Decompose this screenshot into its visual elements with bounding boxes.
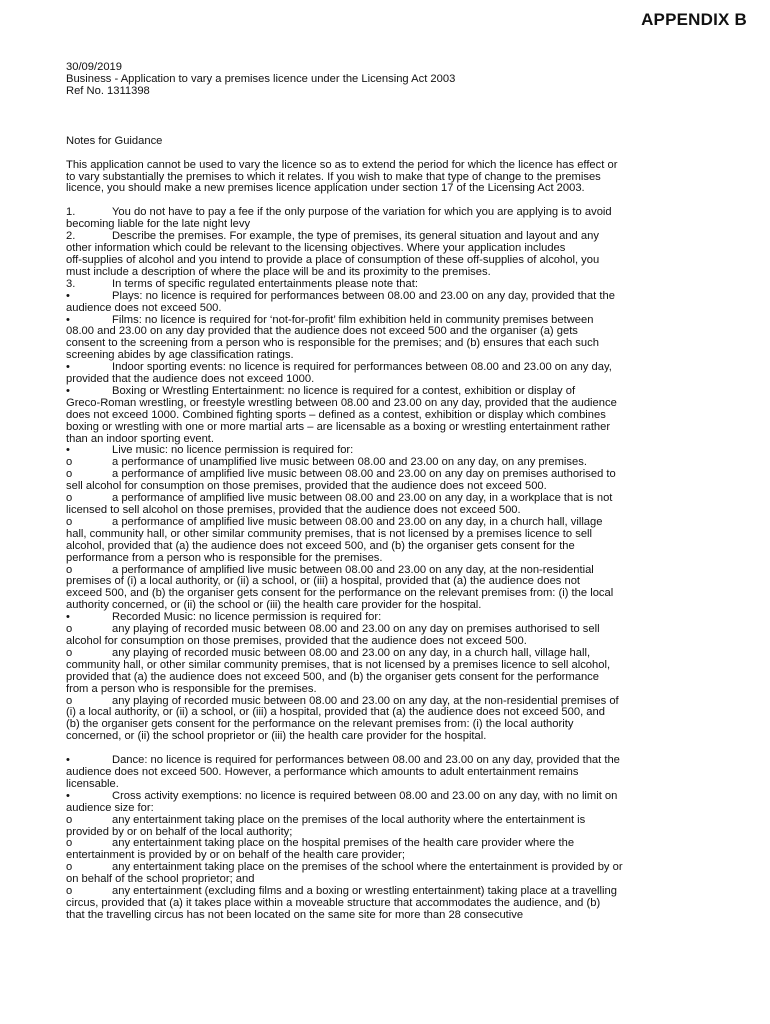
list-item-text: In terms of specific regulated entertainments please note that: [112, 277, 418, 290]
list-item-line: that the travelling circus has not been located on the same site for more than 28 consecutive [66, 908, 524, 921]
list-item-text: a performance of amplified live music between 08.00 and 23.00 on any day, at the non-residential [112, 563, 594, 576]
reference-line: Ref No. 1311398 [66, 84, 150, 97]
list-item-line: (b) the organiser gets consent for the performance on the relevant premises from: (i) the local authority [66, 718, 574, 731]
list-item-text: a performance of amplified live music between 08.00 and 23.00 on any day on premises authorised to [112, 468, 616, 481]
list-item [66, 648, 706, 696]
list-item-line: provided by or on behalf of the local authority; [66, 825, 293, 838]
list-item [66, 755, 706, 791]
list-item [66, 386, 706, 446]
list-marker: 1. [66, 206, 76, 219]
list-marker: o [66, 885, 73, 898]
list-item-text: Dance: no licence is required for performances between 08.00 and 23.00 on any day, provided that the [112, 754, 620, 767]
list-item-line: exceed 500, and (b) the organiser gets consent for the performance on the relevant premises from: (i) the local [66, 587, 614, 600]
list-item-line [66, 291, 706, 303]
list-item-line: 08.00 and 23.00 on any day provided that the audience does not exceed 500 and the organiser (a) gets [66, 325, 578, 338]
intro-paragraph [66, 160, 706, 196]
list-marker: o [66, 861, 73, 874]
list-item [66, 493, 706, 517]
list-marker: • [66, 754, 70, 767]
list-item-text: a performance of amplified live music between 08.00 and 23.00 on any day, in a workplace that is not [112, 492, 613, 505]
list-marker: o [66, 492, 73, 505]
list-item [66, 815, 706, 839]
guidance-list-continued [66, 755, 706, 922]
list-marker: o [66, 646, 73, 659]
list-item-line: audience does not exceed 500. [66, 301, 222, 314]
list-item [66, 469, 706, 493]
list-marker: • [66, 289, 70, 302]
list-item [66, 565, 706, 613]
list-marker: o [66, 563, 73, 576]
list-item-line: licensable. [66, 777, 119, 790]
list-item-text: a performance of amplified live music between 08.00 and 23.00 on any day, in a church hall, village [112, 515, 603, 528]
list-marker: o [66, 456, 73, 469]
list-item-line: alcohol, provided that (a) the audience does not exceed 500, and (b) the organiser gets consent for the [66, 539, 575, 552]
guidance-list [66, 207, 706, 743]
list-item-line: Greco-Roman wrestling, or freestyle wrestling between 08.00 and 23.00 on any day, provided that the audience [66, 396, 617, 409]
list-item-line: than an indoor sporting event. [66, 432, 215, 445]
intro-line: This application cannot be used to vary the licence so as to extend the period for which the licence has effect or [66, 158, 618, 171]
list-item-line: sell alcohol for consumption on those premises, provided that the audience does not exceed 500. [66, 480, 547, 493]
list-marker: o [66, 515, 73, 528]
list-item-line [66, 791, 706, 803]
list-item-text: a performance of unamplified live music between 08.00 and 23.00 on any day, on any premises. [112, 456, 587, 469]
list-item [66, 231, 706, 279]
list-item-line: does not exceed 1000. Combined fighting sports – defined as a contest, exhibition or display which combines [66, 408, 606, 421]
notes-heading: Notes for Guidance [66, 134, 163, 147]
list-item-text: Describe the premises. For example, the type of premises, its general situation and layout and any [112, 230, 599, 243]
list-item-text: You do not have to pay a fee if the only purpose of the variation for which you are applying is to avoid [112, 206, 612, 219]
intro-line: to vary substantially the premises to which it relates. If you wish to make that type of change to the premises [66, 170, 601, 183]
list-item-text: any playing of recorded music between 08.00 and 23.00 on any day, in a church hall, village hall, [112, 646, 591, 659]
list-item-text: Indoor sporting events: no licence is required for performances between 08.00 and 23.00 on any day, [112, 361, 612, 374]
list-item-text: any playing of recorded music between 08.00 and 23.00 on any day, at the non-residential premises of [112, 694, 619, 707]
list-item-line: concerned, or (ii) the school proprietor or (iii) the health care provider for the hospital. [66, 730, 487, 743]
list-item-line: entertainment is provided by or on behalf of the health care provider; [66, 849, 405, 862]
list-item-line: must include a description of where the place will be and its proximity to the premises. [66, 265, 491, 278]
list-item [66, 517, 706, 565]
list-item [66, 838, 706, 862]
intro-line: licence, you should make a new premises licence application under section 17 of the Licensing Act 2003. [66, 182, 585, 195]
list-marker: • [66, 611, 70, 624]
list-item-line: (i) a local authority, or (ii) a school, or (iii) a hospital, provided that (a) the audience does not exceed 500, and [66, 706, 605, 719]
list-item-line: audience does not exceed 500. However, a performance which amounts to adult entertainment remains [66, 766, 579, 779]
list-item-line [66, 648, 706, 660]
list-item-line: community hall, or other similar community premises, that is not licensed by a premises licence to sell alcohol, [66, 658, 611, 671]
list-marker: • [66, 313, 70, 326]
list-item-text: Boxing or Wrestling Entertainment: no licence is required for a contest, exhibition or display of [112, 384, 576, 397]
list-marker: o [66, 468, 73, 481]
list-item-line: provided that (a) the audience does not exceed 500, and (b) the organiser gets consent for the performance [66, 670, 599, 683]
list-item-line: hall, community hall, or other similar community premises, that is not licensed by a premises licence to sell [66, 527, 593, 540]
list-item [66, 291, 706, 315]
document-body [66, 62, 706, 922]
list-item-line [66, 815, 706, 827]
list-marker: o [66, 837, 73, 850]
list-marker: • [66, 361, 70, 374]
list-item-text: any entertainment (excluding films and a boxing or wrestling entertainment) taking place at a travelling [112, 885, 617, 898]
appendix-heading: APPENDIX B [641, 10, 747, 29]
list-item-line: screening abides by age classification ratings. [66, 349, 294, 362]
subject-line: Business - Application to vary a premises licence under the Licensing Act 2003 [66, 72, 456, 85]
list-item-line: on behalf of the school proprietor; and [66, 873, 255, 886]
list-item [66, 791, 706, 815]
list-item-text: Cross activity exemptions: no licence is required between 08.00 and 23.00 on any day, with no limit on [112, 789, 618, 802]
list-marker: • [66, 789, 70, 802]
list-item-line: consent to the screening from a person who is responsible for the premises; and (b) ensures that each such [66, 337, 599, 350]
list-marker: o [66, 694, 73, 707]
list-item-line: premises of (i) a local authority, or (ii) a school, or (iii) a hospital, provided that (a) the audience does not [66, 575, 581, 588]
list-marker: o [66, 623, 73, 636]
list-item-line: other information which could be relevant to the licensing objectives. Where your application includes [66, 242, 566, 255]
list-item-line: authority concerned, or (ii) the school or (iii) the health care provider for the hospital. [66, 599, 482, 612]
list-marker: • [66, 444, 70, 457]
list-item [66, 362, 706, 386]
list-item [66, 862, 706, 886]
list-item-text: Films: no licence is required for ‘not-for-profit’ film exhibition held in community premises between [112, 313, 594, 326]
list-item-text: any playing of recorded music between 08.00 and 23.00 on any day on premises authorised to sell [112, 623, 600, 636]
date-line: 30/09/2019 [66, 61, 122, 73]
list-item-line: licensed to sell alcohol on those premises, provided that the audience does not exceed 500. [66, 504, 521, 516]
list-item-text: any entertainment taking place on the premises of the school where the entertainment is provided by or [112, 861, 623, 874]
list-marker: o [66, 813, 73, 826]
list-item-line: alcohol for consumption on those premises, provided that the audience does not exceed 500. [66, 634, 527, 647]
list-item-line: performance from a person who is responsible for the premises. [66, 551, 383, 564]
list-marker: 2. [66, 230, 76, 243]
list-item-text: Live music: no licence permission is required for: [112, 444, 354, 457]
list-marker: • [66, 384, 70, 397]
list-item [66, 207, 706, 231]
list-item-text: Recorded Music: no licence permission is required for: [112, 611, 382, 624]
list-item-line: becoming liable for the late night levy [66, 218, 251, 231]
list-marker: 3. [66, 277, 76, 290]
list-item [66, 315, 706, 363]
list-item-text: any entertainment taking place on the hospital premises of the health care provider where the [112, 837, 575, 850]
list-item-line: boxing or wrestling with one or more martial arts – are licensable as a boxing or wrestling entertainment rather [66, 420, 611, 433]
list-item-text: any entertainment taking place on the premises of the local authority where the entertainment is [112, 813, 586, 826]
list-item-line: off-supplies of alcohol and you intend to provide a place of consumption of these off-supplies of alcohol, you [66, 253, 600, 266]
list-item-line: from a person who is responsible for the premises. [66, 682, 317, 695]
list-item-line: provided that the audience does not exceed 1000. [66, 373, 315, 386]
list-item-line: circus, provided that (a) it takes place within a moveable structure that accommodates the audience, and (b) [66, 897, 601, 909]
list-item [66, 624, 706, 648]
list-item [66, 886, 706, 922]
list-item-text: Plays: no licence is required for performances between 08.00 and 23.00 on any day, provided that the [112, 289, 615, 302]
list-item-line: audience size for: [66, 801, 154, 814]
list-item [66, 696, 706, 744]
